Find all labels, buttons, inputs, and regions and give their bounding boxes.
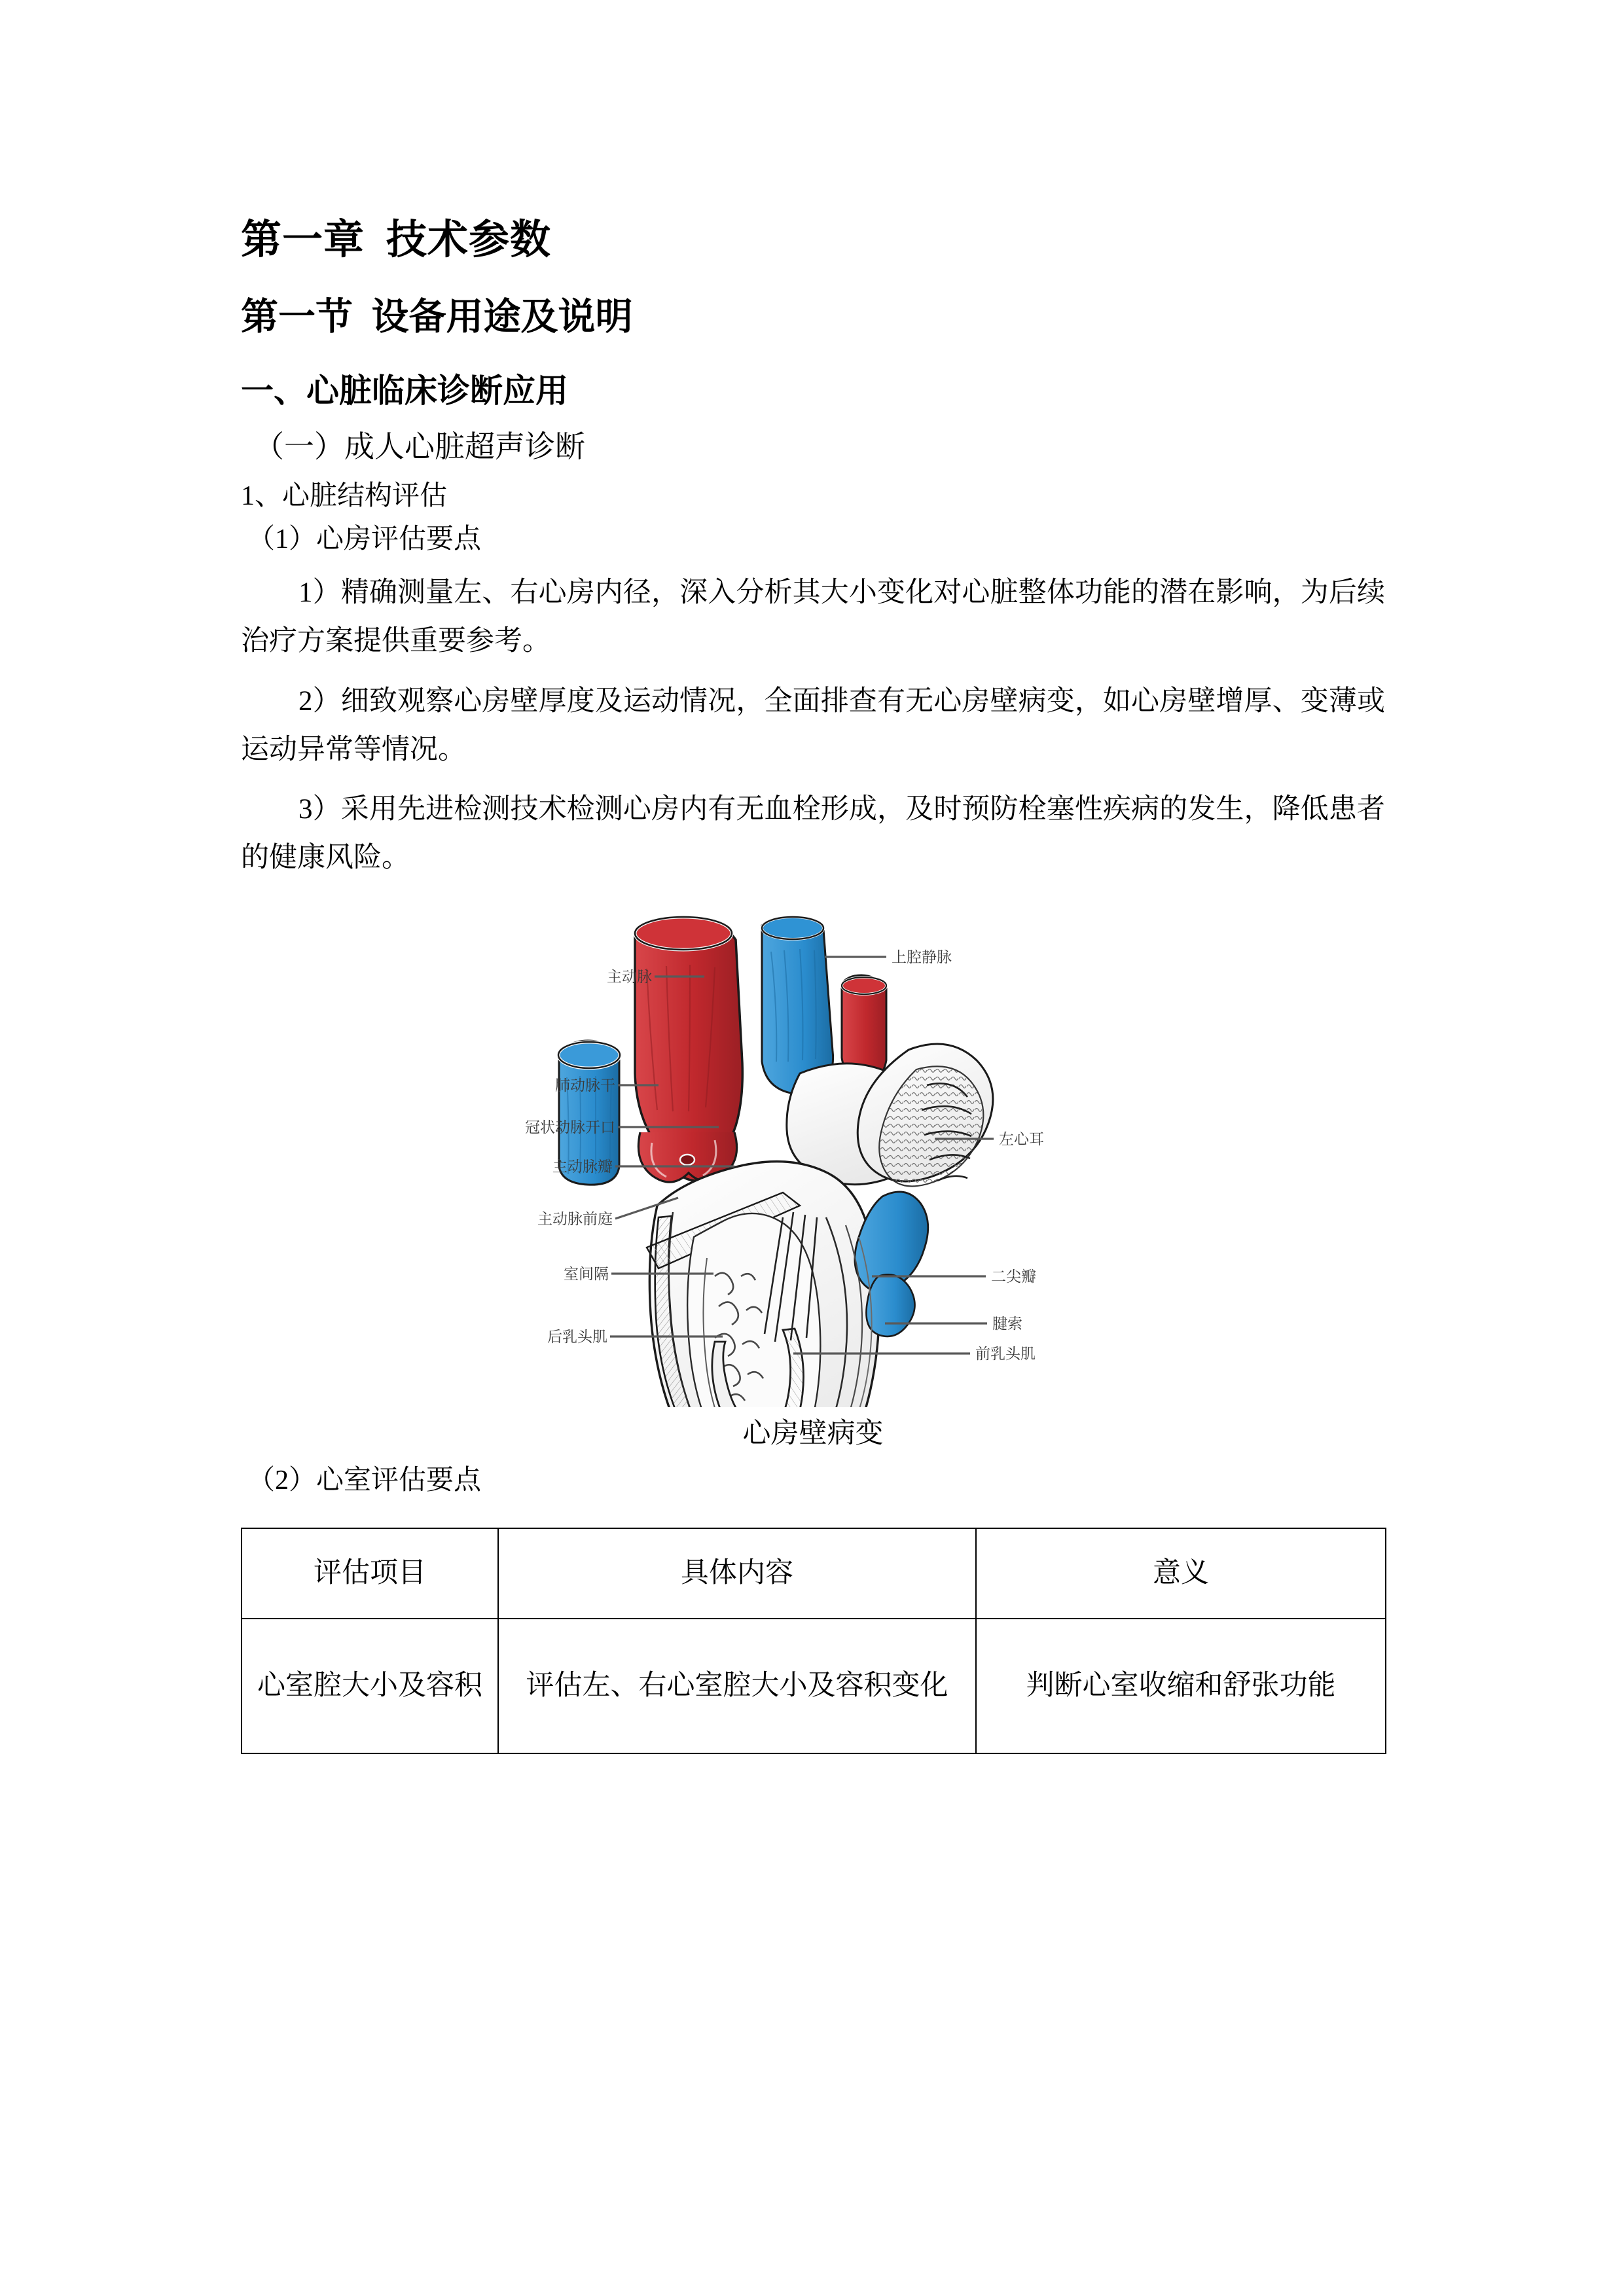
column-header-detail: 具体内容 (498, 1528, 976, 1619)
subheading-level2: （一）成人心脏超声诊断 (254, 430, 585, 464)
cell-detail: 评估左、右心室腔大小及容积变化 (498, 1619, 976, 1753)
subheading-level1: 一、心脏临床诊断应用 (241, 372, 568, 410)
table-row (242, 1619, 1386, 1753)
label-mitral-valve: 二尖瓣 (991, 1268, 1036, 1285)
cell-item: 心室腔大小及容积 (242, 1619, 498, 1753)
body-paragraph-2: 2）细致观察心房壁厚度及运动情况，全面排查有无心房壁病变，如心房壁增厚、变薄或运动异常等情况。 (241, 685, 1385, 765)
cell-meaning: 判断心室收缩和舒张功能 (976, 1619, 1386, 1753)
label-left-atrial-appendage: 左心耳 (999, 1130, 1044, 1148)
label-superior-vena-cava: 上腔静脉 (892, 948, 952, 966)
subheading-level3: 1、心脏结构评估 (241, 480, 448, 511)
page-content (241, 0, 1385, 1754)
column-header-item: 评估项目 (242, 1528, 498, 1619)
assessment-table-wrapper (241, 1498, 1385, 1754)
ventricle-assessment-table (241, 1528, 1386, 1754)
table-header-row (242, 1528, 1386, 1619)
column-header-meaning: 意义 (976, 1528, 1386, 1619)
aorta-shape (635, 917, 742, 1182)
label-coronary-ostium: 冠状动脉开口 (525, 1119, 615, 1136)
figure-caption: 心房壁病变 (742, 1418, 884, 1450)
label-aortic-valve: 主动脉瓣 (552, 1158, 613, 1175)
body-paragraph-1: 1）精确测量左、右心房内径，深入分析其大小变化对心脏整体功能的潜在影响，为后续治疗方案提供重要参考。 (241, 577, 1385, 656)
heart-anatomy-figure (241, 882, 1385, 1454)
subheading-level4-ventricle: （2）心室评估要点 (247, 1465, 482, 1496)
subheading-level4: （1）心房评估要点 (247, 524, 482, 555)
chapter-heading: 第一章 技术参数 (241, 218, 552, 262)
label-chordae-tendineae: 腱索 (992, 1315, 1022, 1333)
heart-diagram-canvas (518, 910, 1108, 1407)
label-interventricular-septum: 室间隔 (564, 1265, 609, 1283)
heart-anatomy-illustration (518, 910, 1108, 1407)
label-aortic-vestibule: 主动脉前庭 (537, 1210, 613, 1228)
body-paragraph-3: 3）采用先进检测技术检测心房内有无血栓形成，及时预防栓塞性疾病的发生，降低患者的健康风险。 (241, 794, 1385, 874)
label-posterior-papillary-muscle: 后乳头肌 (547, 1328, 607, 1346)
section-heading: 第一节 设备用途及说明 (241, 296, 633, 338)
label-aorta: 主动脉 (607, 968, 652, 986)
label-pulmonary-trunk: 肺动脉干 (555, 1077, 615, 1094)
label-anterior-papillary-muscle: 前乳头肌 (975, 1345, 1036, 1363)
